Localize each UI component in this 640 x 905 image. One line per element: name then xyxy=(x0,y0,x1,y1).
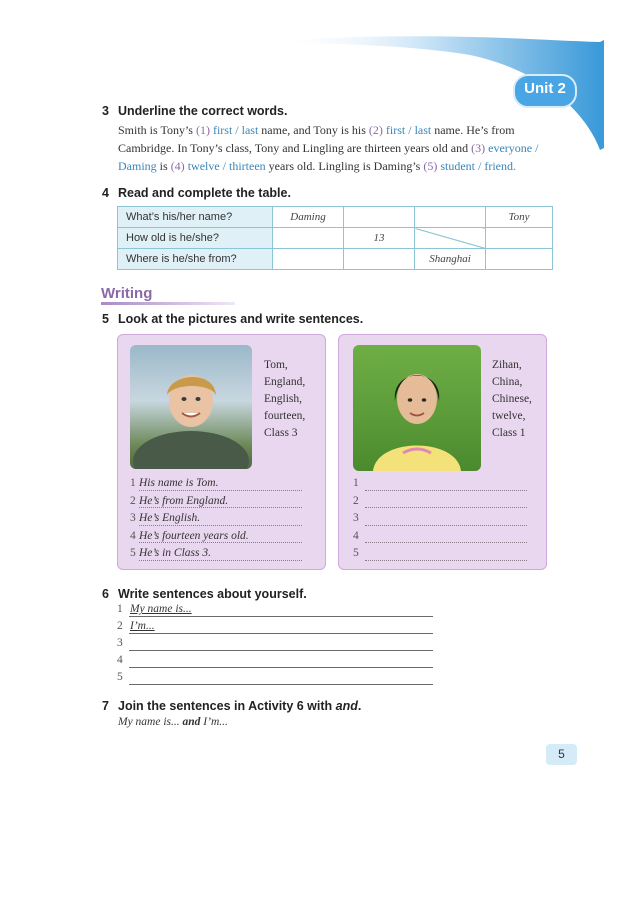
table-cell[interactable]: 13 xyxy=(344,228,415,249)
table-cell[interactable] xyxy=(273,228,344,249)
info-line: China, xyxy=(492,376,523,388)
info-line: Zihan, xyxy=(492,359,522,371)
q5-number: 5 xyxy=(102,312,109,326)
sentence-line[interactable]: 1 xyxy=(353,477,527,495)
table-cell[interactable] xyxy=(415,207,486,228)
zihan-photo xyxy=(353,345,481,471)
page-number: 5 xyxy=(546,744,577,765)
table-row xyxy=(118,228,553,249)
table-cell[interactable] xyxy=(273,249,344,270)
q4-title: Read and complete the table. xyxy=(118,186,291,200)
q3-choice-5[interactable]: student / friend xyxy=(437,159,513,173)
answer-line[interactable]: 1 My name is... xyxy=(117,603,433,620)
table-cell[interactable] xyxy=(486,249,553,270)
table-cell[interactable] xyxy=(344,207,415,228)
table-row xyxy=(118,207,553,228)
table-cell[interactable] xyxy=(344,249,415,270)
unit-badge-label: Unit 2 xyxy=(524,80,566,97)
answer-line[interactable]: 5 xyxy=(117,671,433,688)
q3-choice-3[interactable]: everyone / xyxy=(485,141,539,155)
q3-title: Underline the correct words. xyxy=(118,104,288,118)
info-line: Class 3 xyxy=(264,427,298,439)
table-cell[interactable]: Tony xyxy=(486,207,553,228)
answer-line[interactable]: 3 xyxy=(117,637,433,654)
table-row xyxy=(118,249,553,270)
q6-title: Write sentences about yourself. xyxy=(118,587,307,601)
q3-line-2: Cambridge. In Tony’s class, Tony and Lingling are thirteen years old and (3) everyone / xyxy=(118,141,539,155)
q5-title: Look at the pictures and write sentences. xyxy=(118,312,364,326)
table-cell[interactable] xyxy=(415,228,486,249)
info-line: fourteen, xyxy=(264,410,306,422)
sentence-line[interactable]: 4 xyxy=(353,530,527,548)
q7-number: 7 xyxy=(102,699,109,713)
q3-line-3: Daming is (4) twelve / thirteen years old. Lingling is Daming’s (5) student / friend. xyxy=(118,159,516,173)
info-line: England, xyxy=(264,376,306,388)
boy-photo-illustration xyxy=(130,345,252,469)
sentence-line[interactable]: 4 He’s fourteen years old. xyxy=(130,530,302,548)
table-cell[interactable]: Daming xyxy=(273,207,344,228)
q6-lines xyxy=(117,603,433,688)
answer-line[interactable]: 4 xyxy=(117,654,433,671)
q4-heading xyxy=(102,186,291,200)
table-cell[interactable]: Shanghai xyxy=(415,249,486,270)
sentence-line[interactable]: 3 He’s English. xyxy=(130,512,302,530)
info-line: Tom, xyxy=(264,359,288,371)
sentence-line[interactable]: 5 He’s in Class 3. xyxy=(130,547,302,565)
answer-line[interactable]: 2 I’m... xyxy=(117,620,433,637)
q3-choice-1[interactable]: first / last xyxy=(209,123,259,137)
sentence-line[interactable]: 3 xyxy=(353,512,527,530)
sentence-line[interactable]: 5 xyxy=(353,547,527,565)
info-table xyxy=(117,206,553,270)
girl-photo-illustration xyxy=(353,345,481,471)
info-line: twelve, xyxy=(492,410,526,422)
writing-underline xyxy=(101,302,235,305)
info-line: Chinese, xyxy=(492,393,532,405)
zihan-sentences xyxy=(353,477,527,565)
info-line: English, xyxy=(264,393,303,405)
sentence-line[interactable]: 2 xyxy=(353,495,527,513)
q3-choice-4[interactable]: twelve / thirteen xyxy=(184,159,266,173)
q3-paragraph xyxy=(118,121,548,175)
writing-section-title: Writing xyxy=(101,285,153,302)
q7-heading xyxy=(102,699,361,713)
info-line: Class 1 xyxy=(492,427,526,439)
q7-title: Join the sentences in Activity 6 with and. xyxy=(118,699,362,713)
tom-sentences xyxy=(130,477,302,565)
q5-heading xyxy=(102,312,363,326)
q3-choice-2[interactable]: first / last xyxy=(382,123,432,137)
tom-info xyxy=(264,357,305,442)
table-row-label: What’s his/her name? xyxy=(118,207,273,228)
table-row-label: How old is he/she? xyxy=(118,228,273,249)
table-row-label: Where is he/she from? xyxy=(118,249,273,270)
q6-number: 6 xyxy=(102,587,109,601)
q4-number: 4 xyxy=(102,186,109,200)
sentence-line[interactable]: 2 He’s from England. xyxy=(130,495,302,513)
q7-example: My name is... and I’m... xyxy=(118,716,228,728)
table-cell[interactable] xyxy=(486,228,553,249)
q3-number: 3 xyxy=(102,104,109,118)
zihan-info xyxy=(492,357,532,442)
q3-line-1: Smith is Tony’s (1) first / last name, and Tony is his (2) first / last name. He’s from xyxy=(118,123,515,137)
tom-photo xyxy=(130,345,252,469)
q6-heading xyxy=(102,587,307,601)
q3-heading xyxy=(102,104,287,118)
sentence-line[interactable]: 1 His name is Tom. xyxy=(130,477,302,495)
